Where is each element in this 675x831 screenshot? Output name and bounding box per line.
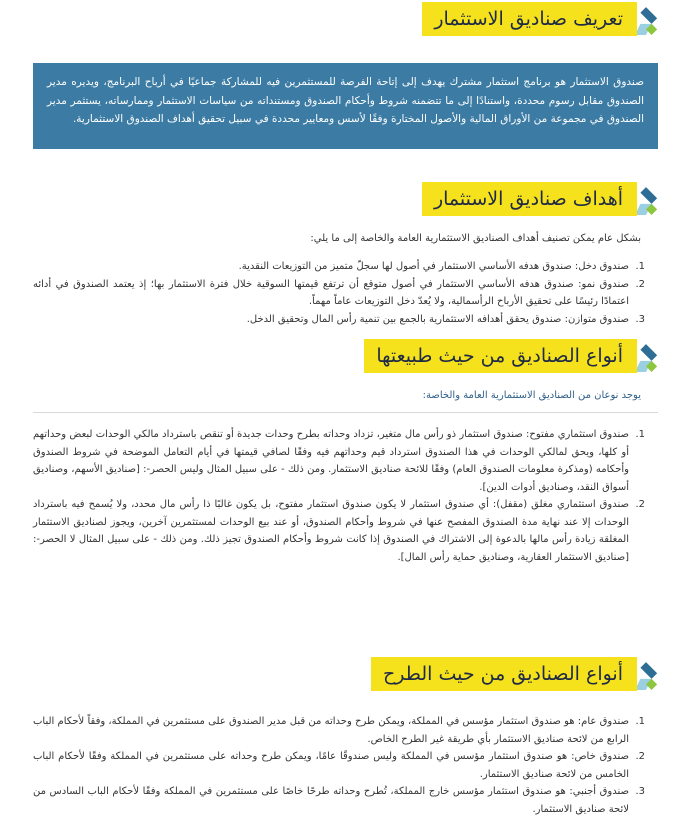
- objectives-title: أهداف صناديق الاستثمار: [422, 182, 637, 216]
- types-nature-title: أنواع الصناديق من حيث طبيعتها: [364, 339, 637, 373]
- objectives-intro: بشكل عام يمكن تصنيف أهداف الصناديق الاستثمارية العامة والخاصة إلى ما يلي:: [310, 233, 641, 244]
- list-item: 1. صندوق استثماري مفتوح: صندوق استثمار ذو رأس مال متغير، تزداد وحداته بطرح وحدات جديدة أو تنقص باسترداد مالكي الوحدات لبعض وحداتهم أو كلها، ويحق لمالكي الوحدات في هذا الصندوق استرداد قيم وحداتهم فيه وفقًا لصافي قيمتها في أيام التعامل الموضحة في شروط الصندوق وأحكامه (ومذكرة معلومات الصندوق العام) وفقًا للائحة صناديق الاستثمار. ومن ذلك - على سبيل المثال وليس الحصر-: [صناديق الأسهم، وصناديق أسواق النقد، وصناديق أدوات الدين].: [33, 429, 645, 493]
- divider: [33, 412, 658, 413]
- objectives-list: [33, 258, 645, 328]
- definition-title: تعريف صناديق الاستثمار: [422, 2, 637, 36]
- list-item: 2. صندوق خاص: هو صندوق استثمار مؤسس في المملكة وليس صندوقًا عامًا، ويمكن طرح وحداته على مستثمرين في المملكة وفقًا لأحكام الباب الخامس من لائحة صناديق الاستثمار.: [33, 751, 645, 780]
- definition-box: صندوق الاستثمار هو برنامج استثمار مشترك يهدف إلى إتاحة الفرصة للمستثمرين فيه للمشاركة جماعيًا في أرباح البرنامج، ويديره مدير الصندوق مقابل رسوم محددة، واستنادًا إلى ما تتضمنه شروط وأحكام الصندوق ومستنداته من سياسات الاستثمار وممارساته، يستثمر مدير الصندوق في مجموعة من الأوراق المالية والأصول المختارة وفقًا لأسس ومعايير محددة في سبيل تحقيق أهداف الصندوق الاستثمارية.: [33, 63, 658, 149]
- list-item: 1. صندوق دخل: صندوق هدفه الأساسي الاستثمار في أصول لها سجلّ متميز من التوزيعات النقدية.: [238, 261, 645, 272]
- types-offering-title: أنواع الصناديق من حيث الطرح: [371, 657, 637, 691]
- list-item: 3. صندوق متوازن: صندوق يحقق أهدافه الاستثمارية بالجمع بين تنمية رأس المال وتحقيق الدخل.: [246, 313, 645, 325]
- list-item: 1. صندوق عام: هو صندوق استثمار مؤسس في المملكة، ويمكن طرح وحداته من قبل مدير الصندوق على مستثمرين في المملكة، وفقاً لأحكام الباب الرابع من لائحة صناديق الاستثمار بأي طريقة غير الطرح الخاص.: [33, 716, 645, 745]
- types-nature-list: [33, 426, 645, 566]
- list-item: 3. صندوق أجنبي: هو صندوق استثمار مؤسس خارج المملكة، تُطرح وحداته طرحًا خاصًا على مستثمرين في المملكة وفقًا لأحكام الباب السادس من لائحة صناديق الاستثمار.: [33, 786, 645, 815]
- list-item: 2. صندوق نمو: صندوق هدفه الأساسي الاستثمار في أصول متوقع أن ترتفع قيمتها السوقية خلال فترة الاستثمار بها؛ إذ يعتمد الصندوق في أدائه اعتمادًا رئيسًا على تحقيق الأرباح الرأسمالية، ولا يُعدّ دخل التوزيعات عاماً مهماً.: [33, 278, 645, 307]
- types-nature-intro: يوجد نوعان من الصناديق الاستثمارية العامة والخاصة:: [422, 390, 641, 401]
- list-item: 2. صندوق استثماري مغلق (مقفل): أي صندوق استثمار لا يكون صندوق استثمار مفتوح، بل يكون غالبًا ذا رأس مال محدد، ولا يُسمح فيه باسترداد الوحدات إلا عند نهاية مدة الصندوق المفصح عنها في شروط وأحكام الصندوق، أو عند بيع الوحدات لمستثمرين آخرين، ويجوز لصناديق الاستثمار المغلقة زيادة رأس مالها بالدعوة إلى الاشتراك في الصندوق إذا كانت شروط وأحكام الصندوق تجيز ذلك. ومن ذلك - على سبيل المثال لا الحصر-: [صناديق الاستثمار العقارية، وصناديق حماية رأس المال].: [33, 499, 645, 563]
- types-offering-list: [33, 713, 645, 818]
